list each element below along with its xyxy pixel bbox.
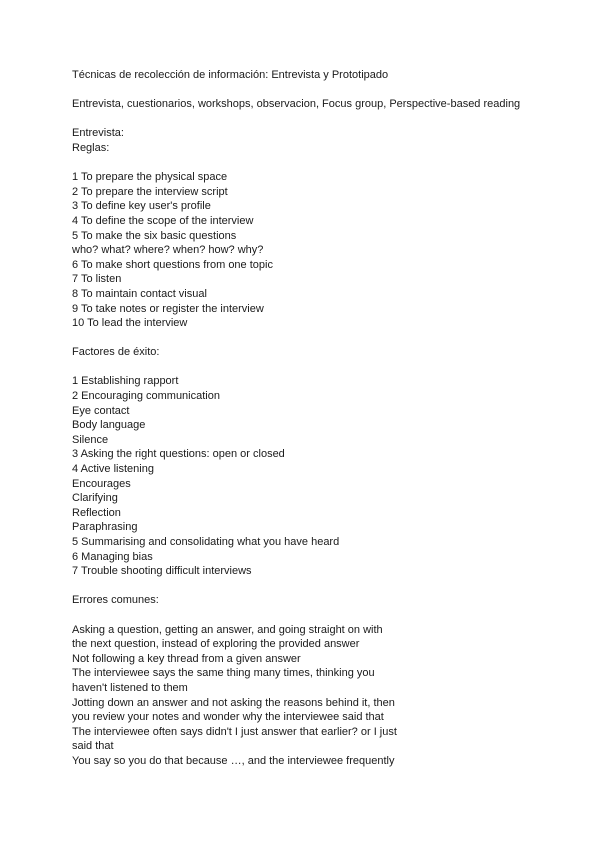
success-factor-item: Paraphrasing [72, 521, 138, 534]
success-factor-item: Eye contact [72, 404, 130, 417]
success-factor-item: Clarifying [72, 492, 118, 505]
success-factors-list [72, 374, 572, 578]
rule-item: 2 To prepare the interview script [72, 185, 228, 198]
error-line: you review your notes and wonder why the interviewee said that [72, 711, 384, 724]
document-page [72, 68, 572, 769]
rule-item: 7 To listen [72, 273, 122, 286]
error-line: The interviewee says the same thing many times, thinking you [72, 667, 375, 680]
interview-heading: Entrevista: [72, 127, 124, 140]
success-factor-item: 6 Managing bias [72, 550, 153, 563]
rule-item: 5 To make the six basic questions [72, 229, 237, 242]
success-factor-item: Silence [72, 433, 109, 446]
success-factor-item: 1 Establishing rapport [72, 375, 179, 388]
error-line: You say so you do that because …, and the interviewee frequently [72, 754, 395, 767]
rules-list [72, 170, 572, 331]
success-factor-item: 5 Summarising and consolidating what you have heard [72, 536, 340, 548]
error-line: haven't listened to them [72, 681, 188, 694]
rule-item: 8 To maintain contact visual [72, 287, 207, 300]
error-line: Jotting down an answer and not asking the reasons behind it, then [72, 696, 395, 709]
error-line: the next question, instead of exploring the provided answer [72, 638, 360, 651]
success-factor-item: 7 Trouble shooting difficult interviews [72, 565, 252, 578]
rule-item: 10 To lead the interview [72, 317, 188, 330]
document-title: Técnicas de recolección de información: Entrevista y Prototipado [72, 69, 389, 81]
error-line: The interviewee often says didn't I just answer that earlier? or I just [72, 725, 397, 738]
rule-item: 6 To make short questions from one topic [72, 258, 273, 271]
rule-item: 1 To prepare the physical space [72, 171, 228, 184]
error-line: Asking a question, getting an answer, and going straight on with [72, 623, 383, 636]
success-factor-item: 3 Asking the right questions: open or closed [72, 448, 285, 461]
success-factor-item: Encourages [72, 477, 131, 490]
rule-item: 3 To define key user's profile [72, 200, 211, 213]
techniques-list: Entrevista, cuestionarios, workshops, observacion, Focus group, Perspective-based reading [72, 98, 521, 111]
error-line: said that [72, 740, 114, 753]
success-heading: Factores de éxito: [72, 346, 160, 359]
errors-list [72, 623, 572, 769]
success-factor-item: 2 Encouraging communication [72, 390, 220, 403]
success-factor-item: Reflection [72, 506, 121, 519]
error-line: Not following a key thread from a given answer [72, 652, 301, 665]
success-factor-item: 4 Active listening [72, 463, 154, 476]
success-factor-item: Body language [72, 419, 146, 432]
rule-item: 4 To define the scope of the interview [72, 214, 254, 227]
rule-item: 9 To take notes or register the interview [72, 302, 264, 315]
rule-item: who? what? where? when? how? why? [72, 244, 264, 257]
rules-heading: Reglas: [72, 141, 110, 154]
errors-heading: Errores comunes: [72, 594, 159, 607]
